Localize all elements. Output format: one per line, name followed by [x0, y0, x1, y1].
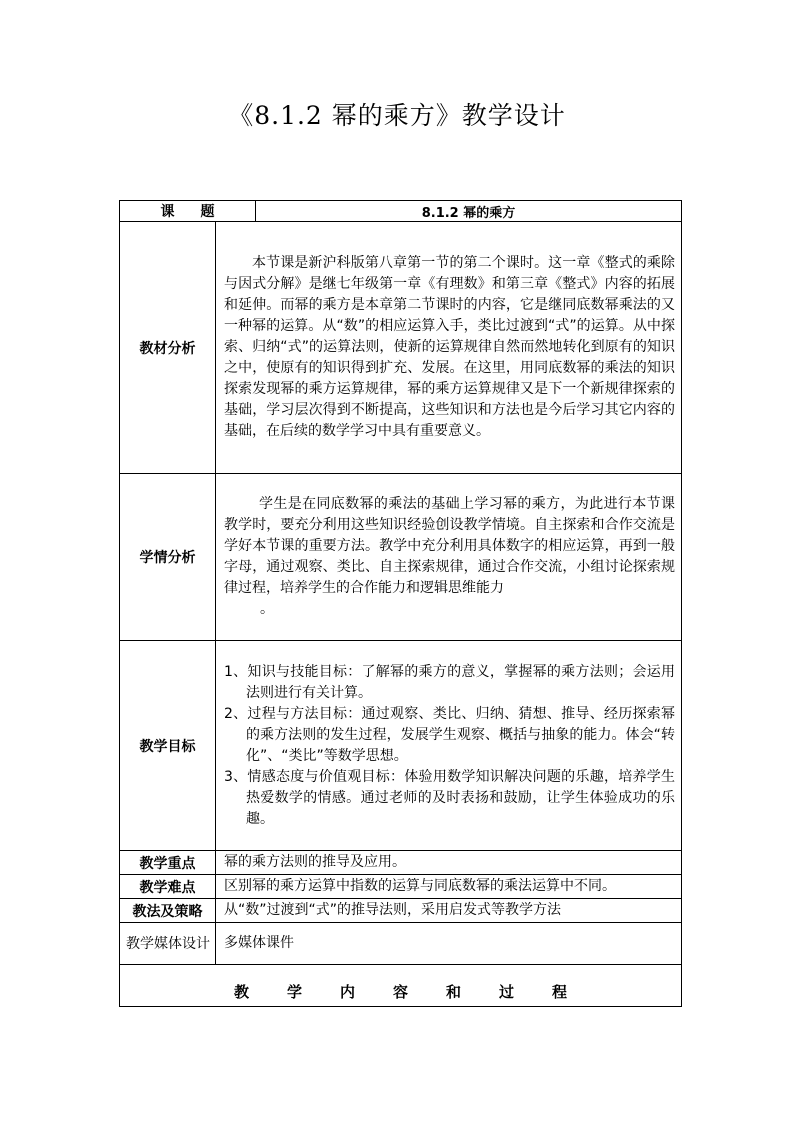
lesson-plan-table — [119, 200, 682, 1007]
key-label: 教学重点 — [120, 851, 216, 875]
method-label: 教法及策略 — [120, 899, 216, 923]
subject-row — [120, 201, 682, 222]
textbook-content — [216, 222, 682, 474]
learner-content — [216, 474, 682, 641]
media-row — [120, 923, 682, 965]
textbook-text: 本节课是新沪科版第八章第一节的第二个课时。这一章《整式的乘除与因式分解》是继七年级第一章《有理数》和第三章《整式》内容的拓展和延伸。而幂的乘方是本章第二节课时的内容，它是继同底数幂乘法的又一种幂的运算。从“数”的相应运算入手，类比过渡到“式”的运算。从中探索、归纳“式”的运算法则，使新的运算规律自然而然地转化到原有的知识之中，使原有的知识得到扩充、发展。在这里，用同底数幂的乘法的知识探索发现幂的乘方运算规律，幂的乘方运算规律又是下一个新规律探索的基础，学习层次得到不断提高，这些知识和方法也是今后学习其它内容的基础，在后续的数学学习中具有重要意义。 — [224, 255, 675, 439]
textbook-label: 教材分析 — [120, 222, 216, 474]
media-value: 多媒体课件 — [216, 923, 682, 965]
difficulty-label: 教学难点 — [120, 875, 216, 899]
subject-label: 课题 — [120, 201, 256, 222]
goals-row — [120, 641, 682, 851]
learner-trail: 。 — [260, 601, 274, 617]
textbook-row — [120, 222, 682, 474]
subject-value: 8.1.2 幂的乘方 — [256, 201, 682, 222]
goal-item-1: 1、知识与技能目标：了解幂的乘方的意义，掌握幂的乘方法则；会运用法则进行有关计算。 — [224, 663, 675, 701]
goals-content — [216, 641, 682, 851]
page-title: 《8.1.2 幂的乘方》教学设计 — [228, 101, 566, 130]
learner-label: 学情分析 — [120, 474, 216, 641]
key-value: 幂的乘方法则的推导及应用。 — [216, 851, 682, 875]
process-heading: 教学内容和过程 — [120, 965, 682, 1007]
goal-item-2: 2、过程与方法目标：通过观察、类比、归纳、猜想、推导、经历探索幂的乘方法则的发生过程，发展学生观察、概括与抽象的能力。体会“转化”、“类比”等数学思想。 — [224, 705, 675, 764]
difficulty-row — [120, 875, 682, 899]
media-label: 教学媒体设计 — [120, 923, 216, 965]
process-row — [120, 965, 682, 1007]
goals-label: 教学目标 — [120, 641, 216, 851]
learner-text: 学生是在同底数幂的乘法的基础上学习幂的乘方，为此进行本节课教学时，要充分利用这些知识经验创设教学情境。自主探索和合作交流是学好本节课的重要方法。教学中充分利用具体数字的相应运算，再到一般字母，通过观察、类比、自主探索规律，通过合作交流，小组讨论探索规律过程，培养学生的合作能力和逻辑思维能力 — [224, 496, 675, 596]
method-row — [120, 899, 682, 923]
method-value: 从“数”过渡到“式”的推导法则，采用启发式等教学方法 — [216, 899, 682, 923]
learner-row — [120, 474, 682, 641]
key-row — [120, 851, 682, 875]
difficulty-value: 区别幂的乘方运算中指数的运算与同底数幂的乘法运算中不同。 — [216, 875, 682, 899]
goal-item-3: 3、情感态度与价值观目标：体验用数学知识解决问题的乐趣，培养学生热爱数学的情感。通过老师的及时表扬和鼓励，让学生体验成功的乐趣。 — [224, 768, 675, 827]
